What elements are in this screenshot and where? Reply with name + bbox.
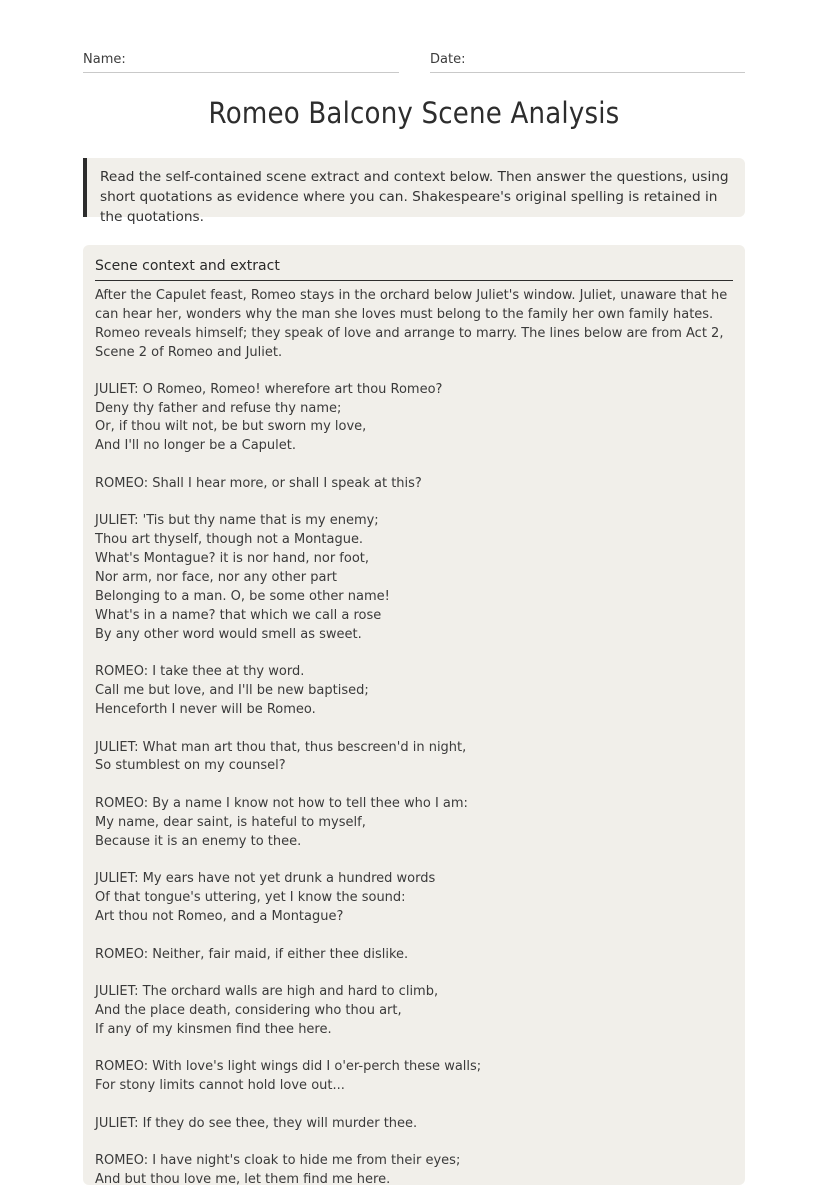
- speech-block: [95, 983, 733, 1040]
- speech-line: JULIET: The orchard walls are high and hard to climb,: [95, 984, 439, 1000]
- speech-line: By any other word would smell as sweet.: [95, 626, 362, 642]
- speech-line: ROMEO: I take thee at thy word.: [95, 664, 305, 680]
- name-field[interactable]: [83, 52, 399, 73]
- speech-line: ROMEO: With love's light wings did I o'er-perch these walls;: [95, 1059, 482, 1075]
- speech-line: ROMEO: By a name I know not how to tell thee who I am:: [95, 795, 468, 811]
- instructions-box: [83, 158, 745, 225]
- speech-line: ROMEO: Shall I hear more, or shall I speak at this?: [95, 475, 422, 491]
- speech-block: [95, 1152, 733, 1190]
- speech-block: [95, 739, 733, 777]
- speech-line: Belonging to a man. O, be some other name!: [95, 588, 390, 604]
- speech-line: My name, dear saint, is hateful to myself,: [95, 814, 366, 830]
- scene-extract-box: [83, 245, 745, 1188]
- speeches-list: [95, 381, 733, 1190]
- speech-block: [95, 1115, 733, 1134]
- speech-line: Of that tongue's uttering, yet I know the sound:: [95, 890, 406, 906]
- speech-line: Nor arm, nor face, nor any other part: [95, 570, 337, 586]
- speech-line: For stony limits cannot hold love out...: [95, 1078, 345, 1094]
- speech-block: [95, 1058, 733, 1096]
- instructions-text: Read the self-contained scene extract and context below. Then answer the questions, using short quotations as evidence where you can. Shakespeare's original spelling is retained in the quotations.: [100, 169, 729, 225]
- speech-line: Because it is an enemy to thee.: [95, 833, 302, 849]
- speech-line: Henceforth I never will be Romeo.: [95, 702, 316, 718]
- speech-block: [95, 512, 733, 644]
- speech-line: JULIET: O Romeo, Romeo! wherefore art thou Romeo?: [95, 381, 443, 397]
- speech-block: [95, 795, 733, 852]
- speech-line: JULIET: 'Tis but thy name that is my enemy;: [95, 513, 379, 529]
- speech-line: What's in a name? that which we call a rose: [95, 607, 382, 623]
- context-paragraph: After the Capulet feast, Romeo stays in the orchard below Juliet's window. Juliet, unaware that he can hear her, wonders why the man she loves must belong to the family her own family hates. Romeo reveals himself; they speak of love and arrange to marry. The lines below are from Act 2, Scene 2 of Romeo and Juliet.: [95, 288, 728, 360]
- speech-line: Art thou not Romeo, and a Montague?: [95, 909, 344, 925]
- date-field[interactable]: [430, 52, 745, 73]
- speech-block: [95, 870, 733, 927]
- speech-line: And I'll no longer be a Capulet.: [95, 438, 296, 454]
- speech-block: [95, 381, 733, 457]
- page-title: Romeo Balcony Scene Analysis: [208, 96, 620, 130]
- speech-line: Call me but love, and I'll be new baptised;: [95, 683, 369, 699]
- speech-line: So stumblest on my counsel?: [95, 758, 286, 774]
- header-fields: [83, 52, 745, 74]
- section-heading: Scene context and extract: [95, 255, 733, 281]
- speech-line: ROMEO: Neither, fair maid, if either thee dislike.: [95, 946, 409, 962]
- speech-block: [95, 475, 733, 494]
- speech-block: [95, 663, 733, 720]
- speech-line: JULIET: If they do see thee, they will murder thee.: [95, 1115, 418, 1131]
- speech-line: JULIET: What man art thou that, thus bescreen'd in night,: [95, 739, 467, 755]
- speech-line: Or, if thou wilt not, be but sworn my love,: [95, 419, 367, 435]
- speech-line: ROMEO: I have night's cloak to hide me from their eyes;: [95, 1153, 461, 1169]
- speech-line: JULIET: My ears have not yet drunk a hundred words: [95, 871, 436, 887]
- speech-line: And but thou love me, let them find me here.: [95, 1172, 391, 1188]
- speech-line: Thou art thyself, though not a Montague.: [95, 532, 364, 548]
- date-label: Date:: [430, 52, 466, 67]
- speech-line: And the place death, considering who thou art,: [95, 1003, 402, 1018]
- speech-line: What's Montague? it is nor hand, nor foot,: [95, 551, 370, 567]
- speech-line: Deny thy father and refuse thy name;: [95, 400, 342, 416]
- name-label: Name:: [83, 52, 126, 67]
- speech-block: [95, 946, 733, 965]
- speech-line: If any of my kinsmen find thee here.: [95, 1021, 332, 1037]
